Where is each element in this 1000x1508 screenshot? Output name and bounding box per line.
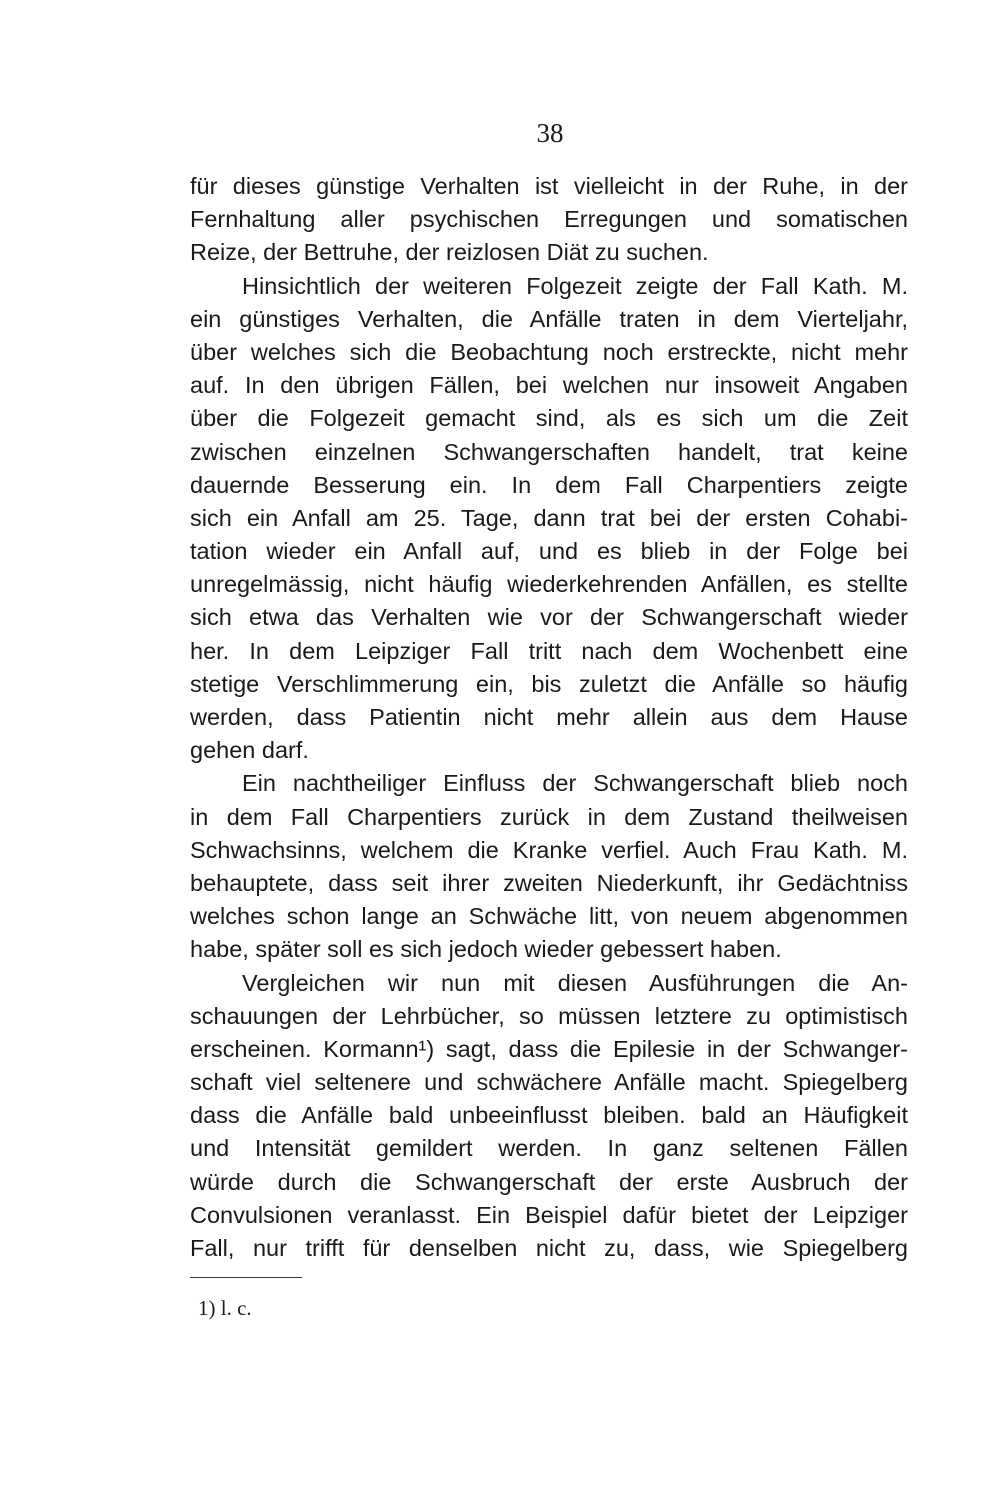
text-line: auf. In den übrigen Fällen, bei welchen nur insoweit Angaben bbox=[190, 372, 908, 399]
page-number: 38 bbox=[536, 118, 564, 148]
text-line: für dieses günstige Verhalten ist vielleicht in der Ruhe, in der bbox=[190, 173, 908, 199]
text-line: Ein nachtheiliger Einfluss der Schwangerschaft blieb noch bbox=[242, 770, 908, 797]
text-line: schaft viel seltenere und schwächere Anfälle macht. Spiegelberg bbox=[190, 1069, 908, 1096]
text-line: tation wieder ein Anfall auf, und es blieb in der Folge bei bbox=[190, 538, 908, 565]
text-line: zwischen einzelnen Schwangerschaften handelt, trat keine bbox=[190, 438, 908, 465]
text-line: in dem Fall Charpentiers zurück in dem Zustand theilweisen bbox=[190, 803, 908, 830]
text-line: über die Folgezeit gemacht sind, als es sich um die Zeit bbox=[190, 405, 908, 432]
text-line: welches schon lange an Schwäche litt, von neuem abgenommen bbox=[190, 903, 908, 930]
text-line: und Intensität gemildert werden. In ganz seltenen Fällen bbox=[190, 1135, 908, 1162]
text-line: sich etwa das Verhalten wie vor der Schwangerschaft wieder bbox=[190, 604, 908, 631]
text-line: ein günstiges Verhalten, die Anfälle traten in dem Vierteljahr, bbox=[190, 305, 908, 332]
text-line: gehen darf. bbox=[190, 737, 309, 764]
text-line: habe, später soll es sich jedoch wieder gebessert haben. bbox=[190, 936, 782, 963]
text-line: werden, dass Patientin nicht mehr allein aus dem Hause bbox=[190, 704, 908, 730]
text-line: her. In dem Leipziger Fall tritt nach dem Wochenbett eine bbox=[190, 637, 908, 664]
text-line: sich ein Anfall am 25. Tage, dann trat bei der ersten Cohabi- bbox=[190, 504, 908, 531]
text-line: Vergleichen wir nun mit diesen Ausführungen die An- bbox=[242, 969, 908, 996]
text-line: stetige Verschlimmerung ein, bis zuletzt die Anfälle so häufig bbox=[190, 670, 908, 697]
text-line: Schwachsinns, welchem die Kranke verfiel. Auch Frau Kath. M. bbox=[190, 836, 908, 863]
text-line: Hinsichtlich der weiteren Folgezeit zeigte der Fall Kath. M. bbox=[242, 272, 908, 299]
footnote-divider bbox=[190, 1277, 302, 1278]
body-text bbox=[190, 170, 908, 1265]
text-line: unregelmässig, nicht häufig wiederkehrenden Anfällen, es stellte bbox=[190, 571, 908, 598]
text-line: dass die Anfälle bald unbeeinflusst bleiben. bald an Häufigkeit bbox=[190, 1102, 908, 1129]
text-line: erscheinen. Kormann¹) sagt, dass die Epilesie in der Schwanger- bbox=[190, 1035, 908, 1062]
text-line: Reize, der Bettruhe, der reizlosen Diät zu suchen. bbox=[190, 239, 709, 266]
text-line: behauptete, dass seit ihrer zweiten Niederkunft, ihr Gedächtniss bbox=[190, 869, 908, 896]
footnote: 1) l. c. bbox=[198, 1296, 252, 1320]
text-line: Fernhaltung aller psychischen Erregungen und somatischen bbox=[190, 206, 908, 233]
text-line: dauernde Besserung ein. In dem Fall Charpentiers zeigte bbox=[190, 471, 908, 498]
text-line: Convulsionen veranlasst. Ein Beispiel dafür bietet der Leipziger bbox=[190, 1201, 908, 1228]
text-line: Fall, nur trifft für denselben nicht zu, dass, wie Spiegelberg bbox=[190, 1235, 908, 1261]
text-line: würde durch die Schwangerschaft der erste Ausbruch der bbox=[190, 1168, 908, 1195]
text-line: schauungen der Lehrbücher, so müssen letztere zu optimistisch bbox=[190, 1002, 908, 1029]
text-line: über welches sich die Beobachtung noch erstreckte, nicht mehr bbox=[190, 338, 908, 365]
